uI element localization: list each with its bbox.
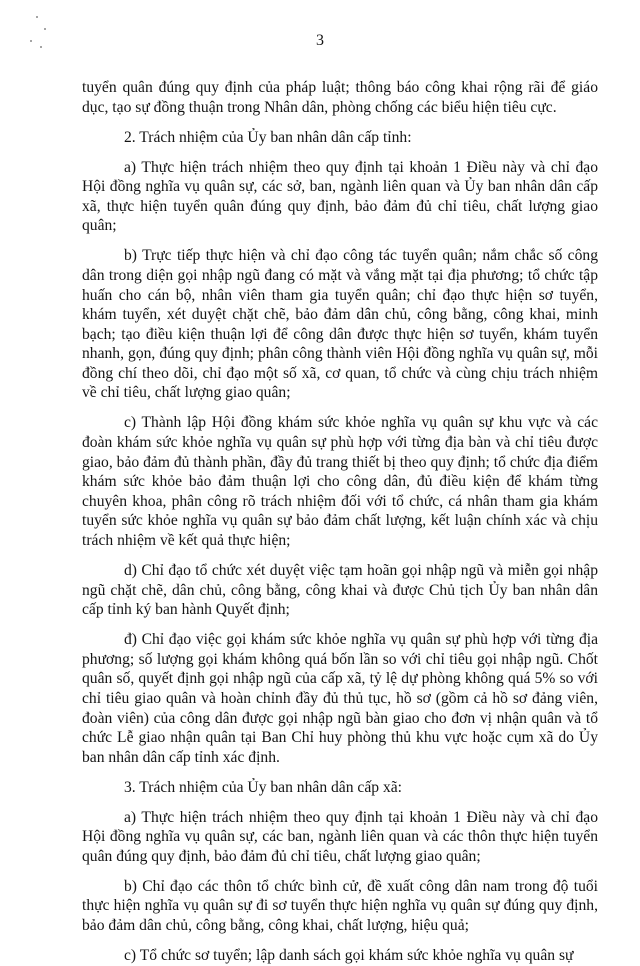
paragraph-2c: c) Thành lập Hội đồng khám sức khỏe nghĩa vụ quân sự khu vực và các đoàn khám sức khỏe nghĩa vụ quân sự phù hợp với từng địa bàn và chỉ tiêu được giao, bảo đảm đủ thành phần, đầy đủ trang thiết bị theo quy định; tổ chức địa điểm khám sức khỏe bảo đảm thuận lợi cho công dân, đủ điều kiện để khám từng chuyên khoa, phân công rõ trách nhiệm đối với tổ chức, cá nhân tham gia khám tuyển sức khỏe nghĩa vụ quân sự bảo đảm chất lượng, kết luận chính xác và chịu trách nhiệm về kết quả thực hiện;	[82, 414, 598, 550]
page-number: 3	[316, 32, 324, 49]
paragraph-2b: b) Trực tiếp thực hiện và chỉ đạo công tác tuyển quân; nắm chắc số công dân trong diện gọi nhập ngũ đang có mặt và vắng mặt tại địa phương; tổ chức tập huấn cho cán bộ, nhân viên tham gia tuyển quân; chỉ đạo thực hiện sơ tuyển, khám tuyển, xét duyệt chặt chẽ, bảo đảm dân chủ, công bằng, công khai, minh bạch; tạo điều kiện thuận lợi để công dân được thực hiện sơ tuyển, khám tuyển nhanh, gọn, đúng quy định; phân công thành viên Hội đồng nghĩa vụ quân sự, mỗi đồng chí theo dõi, chỉ đạo một số xã, cơ quan, tổ chức và cùng chịu trách nhiệm về chỉ tiêu, chất lượng giao quân;	[82, 247, 598, 402]
scan-speck	[44, 28, 46, 30]
section-heading-provincial: 2. Trách nhiệm của Ủy ban nhân dân cấp tỉnh:	[124, 128, 412, 146]
paragraph-2dd: đ) Chỉ đạo việc gọi khám sức khỏe nghĩa vụ quân sự phù hợp với từng địa phương; số lượng gọi khám không quá bốn lần so với chỉ tiêu gọi nhập ngũ. Chốt quân số, quyết định gọi nhập ngũ của cấp xã, tỷ lệ dự phòng không quá 5% so với chỉ tiêu giao quân và hoàn chỉnh đầy đủ thủ tục, hồ sơ (gồm cả hồ sơ đảng viên, đoàn viên) của công dân được gọi nhập ngũ bàn giao cho đơn vị nhận quân và tổ chức Lễ giao nhận quân tại Ban Chỉ huy phòng thủ khu vực hoặc cụm xã do Ủy ban nhân dân cấp tỉnh xác định.	[82, 631, 598, 766]
paragraph-2a: a) Thực hiện trách nhiệm theo quy định tại khoản 1 Điều này và chỉ đạo Hội đồng nghĩa vụ quân sự, các sở, ban, ngành liên quan và Ủy ban nhân dân cấp xã, thực hiện tuyển quân đúng quy định, bảo đảm đủ chỉ tiêu, chất lượng giao quân;	[82, 158, 598, 235]
paragraph-continuation: tuyển quân đúng quy định của pháp luật; thông báo công khai rộng rãi để giáo dục, tạo sự đồng thuận trong Nhân dân, phòng chống các biểu hiện tiêu cực.	[82, 79, 598, 116]
paragraph-3b: b) Chỉ đạo các thôn tổ chức bình cử, đề xuất công dân nam trong độ tuổi thực hiện nghĩa vụ quân sự đi sơ tuyển thực hiện nghĩa vụ quân sự đúng quy định, bảo đảm dân chủ, công bằng, công khai, chất lượng, hiệu quả;	[82, 877, 598, 935]
scan-speck	[36, 16, 38, 18]
section-heading-commune: 3. Trách nhiệm của Ủy ban nhân dân cấp xã:	[124, 778, 403, 796]
paragraph-2d: d) Chỉ đạo tổ chức xét duyệt việc tạm hoãn gọi nhập ngũ và miễn gọi nhập ngũ chặt chẽ, dân chủ, công bằng, công khai và được Chủ tịch Ủy ban nhân dân cấp tỉnh ký ban hành Quyết định;	[82, 562, 598, 619]
paragraph-3a: a) Thực hiện trách nhiệm theo quy định tại khoản 1 Điều này và chỉ đạo Hội đồng nghĩa vụ quân sự, các ban, ngành liên quan và các thôn thực hiện tuyển quân đúng quy định, bảo đảm đủ chỉ tiêu, chất lượng giao quân;	[82, 808, 598, 865]
paragraph-3c: c) Tổ chức sơ tuyển; lập danh sách gọi khám sức khỏe nghĩa vụ quân sự	[124, 947, 574, 965]
document-body	[82, 78, 598, 966]
